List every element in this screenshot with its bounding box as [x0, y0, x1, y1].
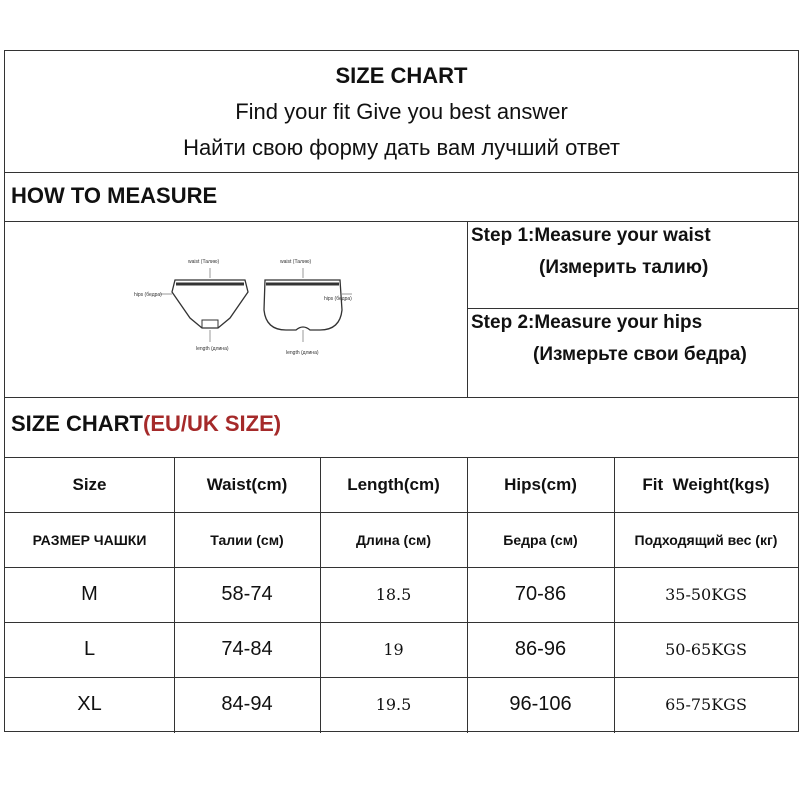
step1-text: Step 1:Measure your waist [471, 225, 711, 246]
cell-hips: 86-96 [514, 638, 567, 660]
cell-size: XL [77, 693, 102, 715]
step2-text: Step 2:Measure your hips [471, 312, 703, 333]
size-chart-frame [4, 50, 799, 732]
cell-waist: 84-94 [221, 693, 273, 715]
header-hips-ru: Бедра (см) [503, 531, 578, 548]
divider [467, 308, 798, 309]
step1-russian: (Измерить талию) [539, 257, 709, 278]
subtitle-english: Find your fit Give you best answer [235, 99, 568, 124]
cell-hips: 70-86 [514, 583, 567, 605]
divider [5, 397, 798, 398]
subtitle-russian: Найти свою форму дать вам лучший ответ [183, 135, 620, 160]
cell-length: 18.5 [375, 585, 412, 604]
chart-title: SIZE CHART [335, 63, 468, 88]
cell-weight: 50-65KGS [665, 640, 747, 659]
hips-label: hips (бедра) [134, 292, 162, 298]
cell-length: 19.5 [375, 695, 412, 714]
header-size-ru: РАЗМЕР ЧАШКИ [32, 531, 147, 548]
header-hips: Hips(cm) [504, 474, 577, 494]
cell-size: L [83, 638, 96, 660]
cell-length: 19 [383, 640, 404, 659]
divider [5, 172, 798, 173]
briefs-illustration [134, 259, 248, 352]
size-chart-title-main: SIZE CHART [11, 411, 143, 436]
cell-size: M [81, 583, 98, 605]
cell-waist: 74-84 [221, 638, 273, 660]
step2-russian: (Измерьте свои бедра) [533, 344, 747, 365]
header-waist-ru: Талии (см) [210, 531, 284, 548]
cell-waist: 58-74 [221, 583, 273, 605]
header-weight: Fit Weight(kgs) [642, 474, 770, 494]
waist-label: waist (Талию) [188, 259, 220, 265]
hips-label: hips (бедра) [324, 296, 352, 302]
measurement-diagram [120, 200, 360, 370]
header-weight-ru: Подходящий вес (кг) [634, 531, 778, 548]
length-label: length (длина) [286, 350, 319, 356]
divider [467, 221, 468, 397]
header-length-ru: Длина (см) [355, 531, 432, 548]
header-waist: Waist(cm) [206, 474, 288, 494]
header-size: Size [72, 474, 107, 494]
cell-weight: 35-50KGS [665, 585, 747, 604]
waist-label: waist (Талию) [280, 259, 312, 265]
cell-hips: 96-106 [509, 693, 572, 715]
size-chart-title [11, 411, 281, 437]
cell-weight: 65-75KGS [665, 695, 747, 714]
size-chart-title-accent: (EU/UK SIZE) [143, 411, 282, 436]
header-length: Length(cm) [347, 474, 440, 494]
length-label: length (длина) [196, 346, 229, 352]
boyshorts-illustration [264, 259, 352, 356]
how-to-measure-title: HOW TO MEASURE [11, 183, 218, 208]
